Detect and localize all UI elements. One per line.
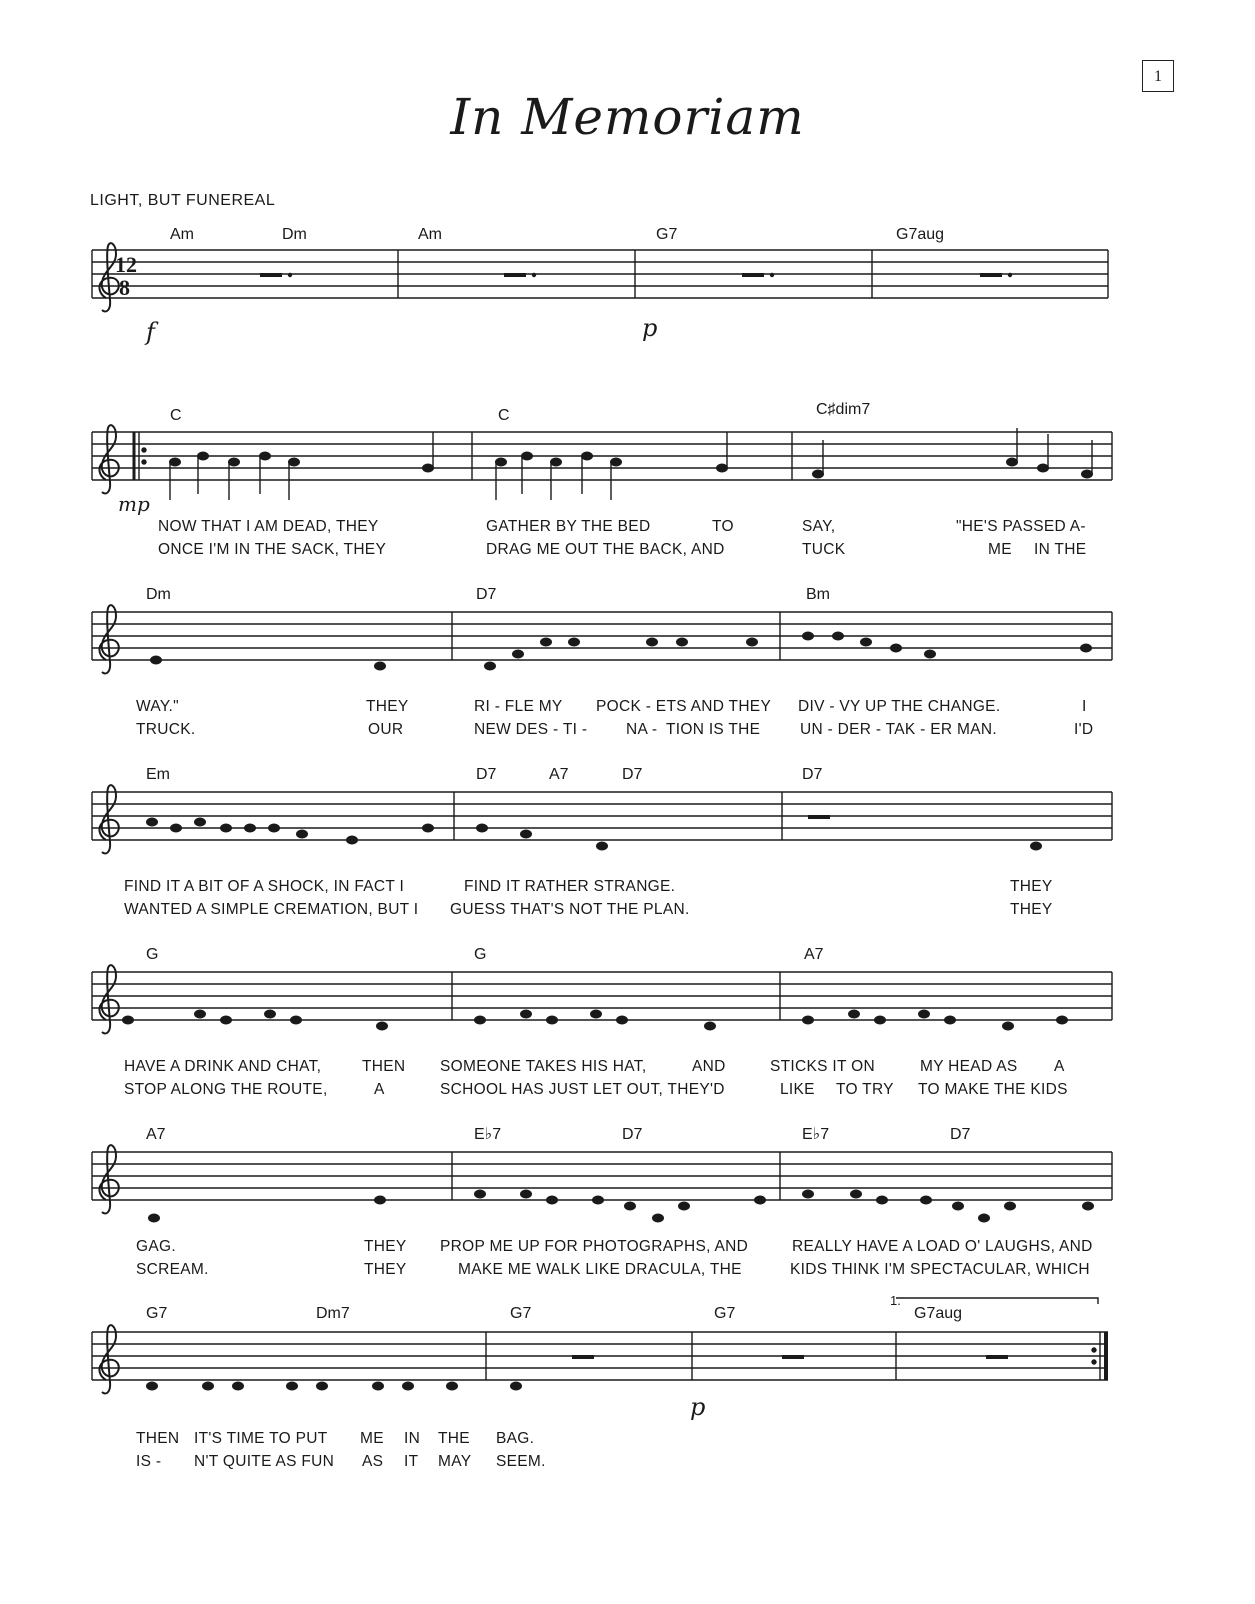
lyric-line: A <box>1054 1058 1065 1075</box>
chord-symbol: G7 <box>714 1305 736 1322</box>
lyric-line: KIDS THINK I'M SPECTACULAR, WHICH <box>790 1261 1090 1278</box>
lyric-line: IN THE <box>1034 541 1087 558</box>
lyric-line: GAG. <box>136 1238 176 1255</box>
first-ending-label: 1. <box>890 1293 901 1308</box>
chord-symbol: E♭7 <box>802 1126 830 1143</box>
lyric-line: AS <box>362 1453 384 1470</box>
lyric-line: THEY <box>364 1261 407 1278</box>
lyric-line: HAVE A DRINK AND CHAT, <box>124 1058 322 1075</box>
chord-symbol: D7 <box>950 1126 971 1143</box>
dynamic-marking: mp <box>118 492 150 516</box>
lyric-line: MAY <box>438 1453 472 1470</box>
lyric-line: PROP ME UP FOR PHOTOGRAPHS, AND <box>440 1238 749 1255</box>
lyric-line: "HE'S PASSED A- <box>956 518 1086 535</box>
lyric-line: TO TRY <box>836 1081 894 1098</box>
lyric-line: FIND IT RATHER STRANGE. <box>464 878 676 895</box>
chord-symbol: C♯dim7 <box>816 401 871 418</box>
chord-symbol: G7 <box>146 1305 168 1322</box>
chord-symbol: G7 <box>656 226 678 243</box>
lyric-line: GUESS THAT'S NOT THE PLAN. <box>450 901 690 918</box>
lyric-line: GATHER BY THE BED <box>486 518 651 535</box>
lyric-line: ME <box>360 1430 384 1447</box>
lyric-line: MY HEAD AS <box>920 1058 1018 1075</box>
lyric-line: THE <box>438 1430 470 1447</box>
lyric-line: MAKE ME WALK LIKE DRACULA, THE <box>458 1261 742 1278</box>
lyric-line: SEEM. <box>496 1453 546 1470</box>
lyric-line: STICKS IT ON <box>770 1058 875 1075</box>
dynamic-marking: f <box>146 318 155 346</box>
chord-symbol: G <box>146 946 159 963</box>
lyric-line: OUR <box>368 721 404 738</box>
lyric-line: NOW THAT I AM DEAD, THEY <box>158 518 379 535</box>
chord-symbol: D7 <box>622 1126 643 1143</box>
svg-text:8: 8 <box>119 275 130 300</box>
chord-symbol: E♭7 <box>474 1126 502 1143</box>
lyric-line: I'D <box>1074 721 1094 738</box>
lyric-line: IN <box>404 1430 421 1447</box>
lyric-line: TUCK <box>802 541 846 558</box>
lyric-line: TRUCK. <box>136 721 196 738</box>
lyric-line: SCHOOL HAS JUST LET OUT, THEY'D <box>440 1081 725 1098</box>
lyric-line: STOP ALONG THE ROUTE, <box>124 1081 328 1098</box>
chord-symbol: Em <box>146 766 170 783</box>
chord-symbol: A7 <box>549 766 569 783</box>
lyric-line: THEN <box>362 1058 406 1075</box>
lyric-line: ME <box>988 541 1012 558</box>
chord-symbol: A7 <box>146 1126 166 1143</box>
lyric-line: AND <box>692 1058 726 1075</box>
staff-1 <box>92 243 1108 311</box>
chord-symbol: G7 <box>510 1305 532 1322</box>
lyric-line: ONCE I'M IN THE SACK, THEY <box>158 541 387 558</box>
chord-symbol: D7 <box>476 766 497 783</box>
chord-symbol: Dm <box>282 226 307 243</box>
dynamic-marking: p <box>642 314 658 342</box>
lyric-line: POCK - ETS AND THEY <box>596 698 772 715</box>
lyric-line: THEY <box>364 1238 407 1255</box>
staff-6 <box>92 1145 1112 1222</box>
lyric-line: NEW DES - TI - <box>474 721 588 738</box>
lyric-line: N'T QUITE AS FUN <box>194 1453 335 1470</box>
lyric-line: DRAG ME OUT THE BACK, AND <box>486 541 725 558</box>
lyric-line: LIKE <box>780 1081 815 1098</box>
lyric-line: REALLY HAVE A LOAD O' LAUGHS, AND <box>792 1238 1093 1255</box>
lyric-line: TION IS THE <box>666 721 761 738</box>
lyric-line: THEY <box>366 698 409 715</box>
lyric-line: WAY." <box>136 698 179 715</box>
lyric-line: I <box>1082 698 1087 715</box>
staff-5 <box>92 965 1112 1033</box>
chord-symbol: Am <box>418 226 442 243</box>
svg-text:12: 12 <box>115 252 137 277</box>
lyric-line: UN - DER - TAK - ER MAN. <box>800 721 997 738</box>
lyric-line: THEY <box>1010 878 1053 895</box>
lyric-line: TO MAKE THE KIDS <box>918 1081 1068 1098</box>
chord-symbol: G7aug <box>896 226 945 243</box>
chord-symbol: D7 <box>622 766 643 783</box>
page-number: 1 <box>1142 60 1174 92</box>
lyric-line: NA - <box>626 721 658 738</box>
staff-4 <box>92 785 1112 853</box>
lyric-line: THEN <box>136 1430 180 1447</box>
dynamic-marking: p <box>690 1393 706 1421</box>
lyric-line: A <box>374 1081 385 1098</box>
staff-2 <box>92 425 1112 500</box>
page-title: In Memoriam <box>450 88 805 146</box>
lyric-line: SAY, <box>802 518 836 535</box>
staff-3 <box>92 605 1112 673</box>
chord-symbol: Bm <box>806 586 830 603</box>
lyric-line: FIND IT A BIT OF A SHOCK, IN FACT I <box>124 878 405 895</box>
lyric-line: IS - <box>136 1453 162 1470</box>
lyric-line: DIV - VY UP THE CHANGE. <box>798 698 1001 715</box>
tempo-marking: LIGHT, BUT FUNEREAL <box>90 192 276 209</box>
lyric-line: THEY <box>1010 901 1053 918</box>
chord-symbol: Am <box>170 226 194 243</box>
lyric-line: SCREAM. <box>136 1261 209 1278</box>
lyric-line: BAG. <box>496 1430 535 1447</box>
staff-7 <box>92 1298 1108 1394</box>
lyric-line: SOMEONE TAKES HIS HAT, <box>440 1058 647 1075</box>
lyric-line: IT <box>404 1453 419 1470</box>
chord-symbol: C <box>170 407 182 424</box>
chord-symbol: G <box>474 946 487 963</box>
chord-symbol: C <box>498 407 510 424</box>
chord-symbol: Dm <box>146 586 171 603</box>
lyric-line: TO <box>712 518 734 535</box>
chord-symbol: Dm7 <box>316 1305 350 1322</box>
lyric-line: WANTED A SIMPLE CREMATION, BUT I <box>124 901 419 918</box>
chord-symbol: A7 <box>804 946 824 963</box>
lyric-line: RI - FLE MY <box>474 698 563 715</box>
lyric-line: IT'S TIME TO PUT <box>194 1430 328 1447</box>
chord-symbol: D7 <box>476 586 497 603</box>
chord-symbol: D7 <box>802 766 823 783</box>
chord-symbol: G7aug <box>914 1305 963 1322</box>
